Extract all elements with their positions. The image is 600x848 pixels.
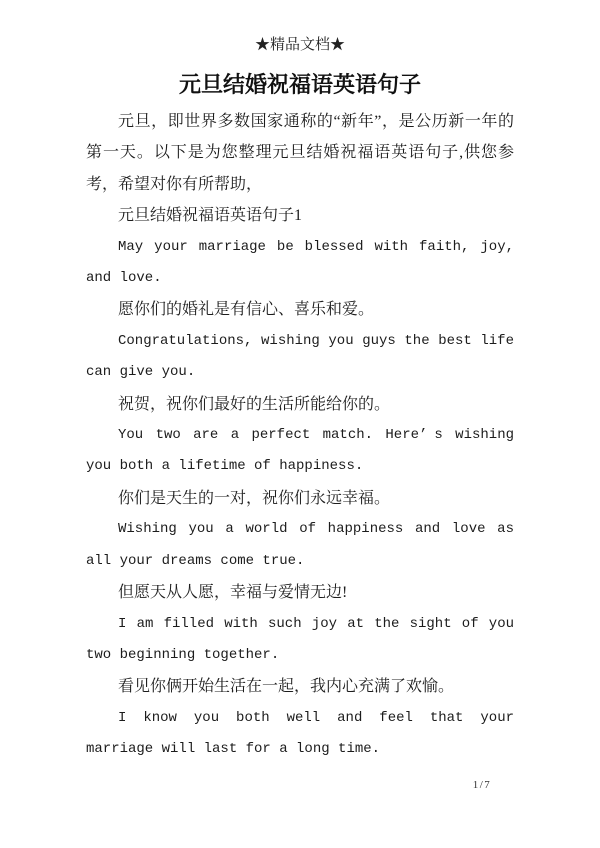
- paragraph: 元旦结婚祝福语英语句子1: [118, 207, 303, 225]
- document-body: [86, 106, 514, 766]
- paragraph: 祝贺，祝你们最好的生活所能给你的。: [118, 395, 391, 413]
- page-title: 元旦结婚祝福语英语句子: [178, 72, 421, 97]
- paragraph: 但愿天从人愿，幸福与爱情无边!: [118, 584, 348, 602]
- watermark-header: ★精品文档★: [254, 37, 345, 53]
- paragraph: Wishing you a world of happiness and love as all your dreams come true.: [86, 521, 514, 569]
- paragraph: 看见你俩开始生活在一起，我内心充满了欢愉。: [118, 678, 455, 696]
- paragraph: I know you both well and feel that your marriage will last for a long time.: [86, 709, 514, 758]
- paragraph: Congratulations, wishing you guys the best life can give you.: [86, 332, 514, 381]
- paragraph: You two are a perfect match. Here’ s wishing you both a lifetime of happiness.: [86, 427, 514, 475]
- paragraph: 愿你们的婚礼是有信心、喜乐和爱。: [118, 301, 375, 319]
- paragraph: 元旦，即世界多数国家通称的“新年”，是公历新一年的第一天。以下是为您整理元旦结婚祝福语英语句子,供您参考，希望对你有所帮助，: [86, 113, 514, 193]
- paragraph: I am filled with such joy at the sight of you two beginning together.: [86, 615, 514, 663]
- paragraph: 你们是天生的一对，祝你们永远幸福。: [118, 489, 391, 507]
- fullwidth-apostrophe: ’: [419, 427, 428, 444]
- page-number: 1/7: [472, 779, 492, 791]
- paragraph: May your marriage be blessed with faith, joy, and love.: [86, 238, 514, 287]
